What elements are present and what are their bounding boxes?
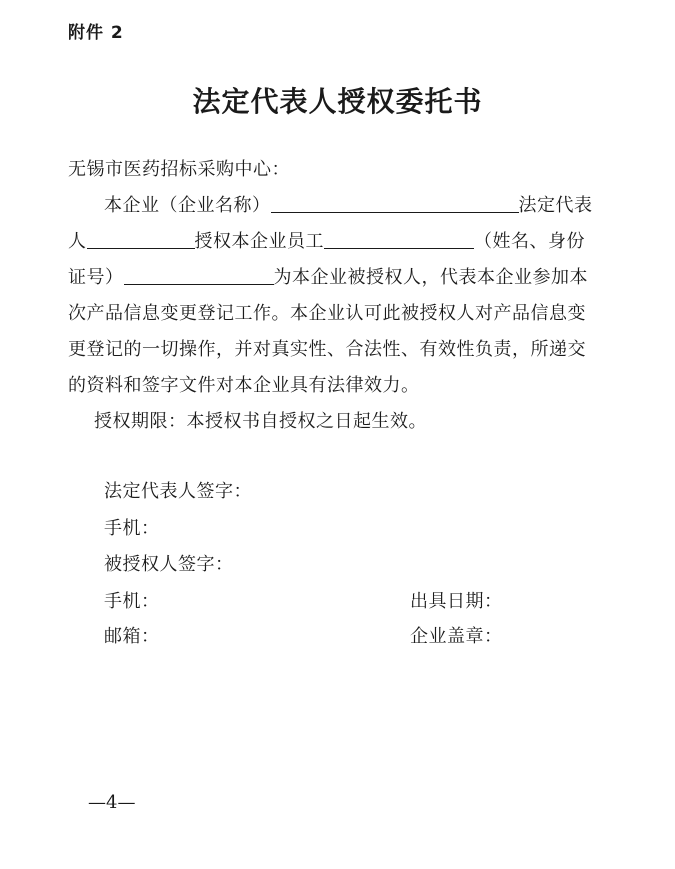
letter-body xyxy=(68,152,613,440)
id-number-label: 证号） xyxy=(68,267,124,288)
legal-rep-phone: 手机： xyxy=(104,518,160,539)
authorized-person-text: 为本企业被授权人，代表本企业参加本 xyxy=(273,267,588,288)
page-number: —4— xyxy=(88,792,136,813)
id-number-blank[interactable] xyxy=(124,262,274,285)
rep-suffix: 人 xyxy=(68,231,87,252)
legal-rep-signature: 法定代表人签字： xyxy=(104,481,252,502)
validity-line: 授权期限：本授权书自授权之日起生效。 xyxy=(94,411,427,432)
paragraph-line-2 xyxy=(68,224,613,260)
company-name-blank[interactable] xyxy=(271,190,519,213)
authorized-email: 邮箱： xyxy=(104,626,160,647)
annex-label: 附件 2 xyxy=(68,23,124,43)
company-seal: 企业盖章： xyxy=(410,626,503,647)
authorized-signature: 被授权人签字： xyxy=(104,554,234,575)
authorize-employee-label: 授权本企业员工 xyxy=(194,231,324,252)
employee-name-blank[interactable] xyxy=(324,226,474,249)
paragraph-line-6: 的资料和签字文件对本企业具有法律效力。 xyxy=(68,375,420,396)
salutation: 无锡市医药招标采购中心： xyxy=(68,159,290,180)
id-label: （姓名、身份 xyxy=(474,231,585,252)
legal-rep-name-blank[interactable] xyxy=(87,226,195,249)
authorized-phone: 手机： xyxy=(104,591,160,612)
company-name-label: 本企业（企业名称） xyxy=(104,195,271,216)
paragraph-line-4: 次产品信息变更登记工作。本企业认可此被授权人对产品信息变 xyxy=(68,303,586,324)
paragraph-line-1 xyxy=(68,188,613,224)
legal-rep-label: 法定代表 xyxy=(518,195,593,216)
paragraph-line-3 xyxy=(68,260,613,296)
document-title: 法定代表人授权委托书 xyxy=(192,85,483,118)
paragraph-line-5: 更登记的一切操作，并对真实性、合法性、有效性负责，所递交 xyxy=(68,339,586,360)
issue-date: 出具日期： xyxy=(410,591,503,612)
